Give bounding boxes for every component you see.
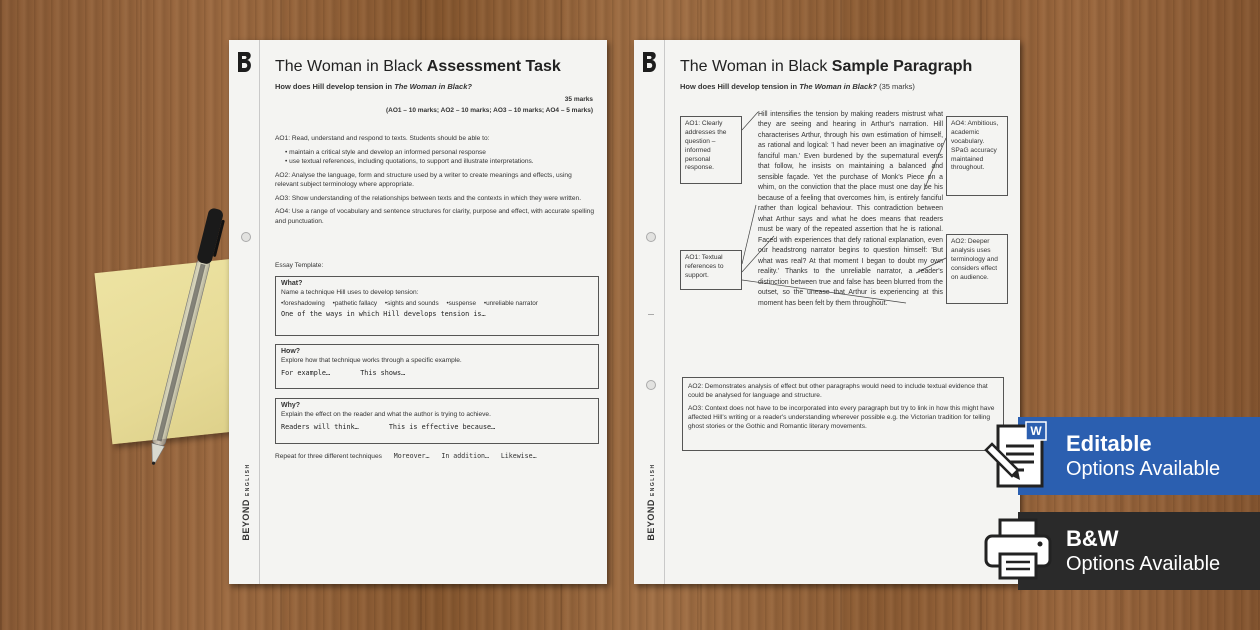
repeat-text: Repeat for three different techniques bbox=[275, 453, 382, 460]
repeat-hand: Likewise… bbox=[500, 452, 537, 460]
technique-item: •sights and sounds bbox=[384, 300, 439, 307]
ao1-bullet: • maintain a critical style and develop an informed personal response bbox=[285, 148, 597, 158]
how-heading: How? bbox=[281, 348, 301, 355]
essay-question: How does Hill develop tension in The Woman in Black? (35 marks) bbox=[680, 82, 915, 91]
repeat-instruction bbox=[275, 452, 537, 460]
annotation-ao4: AO4: Ambitious, academic vocabulary. SPaG accuracy maintained throughout. bbox=[946, 116, 1008, 196]
marks-total: 35 marks bbox=[564, 96, 593, 103]
brand-vertical: BEYONDENGLISH bbox=[646, 463, 656, 541]
bw-subtitle: Options Available bbox=[1066, 553, 1221, 575]
sample-paragraph-sheet bbox=[634, 40, 1020, 584]
how-hand-1: For example… bbox=[281, 369, 331, 377]
ao1-bullet: • use textual references, including quotations, to support and illustrate interpretations. bbox=[285, 157, 597, 167]
ao1-bullets bbox=[285, 148, 597, 167]
assessment-objectives bbox=[275, 134, 597, 230]
ao3-text: AO3: Show understanding of the relationships between texts and the contexts in which they were written. bbox=[275, 194, 582, 202]
fold-mark bbox=[648, 314, 654, 315]
what-handwritten: One of the ways in which Hill develops tension is… bbox=[281, 310, 486, 318]
essay-template-label: Essay Template: bbox=[275, 262, 324, 269]
why-box bbox=[275, 398, 599, 444]
how-box bbox=[275, 344, 599, 389]
svg-text:W: W bbox=[1030, 424, 1042, 438]
why-hand-1: Readers will think… bbox=[281, 423, 359, 431]
annotation-ao1-clearly: AO1: Clearly addresses the question – informed personal response. bbox=[680, 116, 742, 184]
page-title: The Woman in Black Sample Paragraph bbox=[680, 58, 973, 75]
repeat-hand: Moreover… bbox=[393, 452, 430, 460]
ao1-intro: AO1: Read, understand and respond to texts. Students should be able to: bbox=[275, 135, 490, 142]
assessment-task-sheet bbox=[229, 40, 607, 584]
beyond-logo-icon bbox=[235, 50, 255, 74]
feedback-ao2: AO2: Demonstrates analysis of effect but other paragraphs would need to include textual evidence that could be analysed for language and structure. bbox=[688, 383, 988, 400]
technique-item: •suspense bbox=[446, 300, 477, 307]
technique-item: •pathetic fallacy bbox=[332, 300, 378, 307]
page-title: The Woman in Black Assessment Task bbox=[275, 58, 561, 75]
why-heading: Why? bbox=[281, 402, 301, 409]
annotation-ao2-deeper: AO2: Deeper analysis uses terminology and considers effect on audience. bbox=[946, 234, 1008, 304]
technique-list bbox=[281, 300, 593, 307]
sample-paragraph: Hill intensifies the tension by making readers mistrust what they are seeing and hearing in Arthur's narration. Hill characterises Arthur, through his own estimation of himself, as rational and logical: 'I had never been an imaginative or fanciful man.' Even burdened by the supernatural events that follow, he insists on maintaining a balanced and sensible façade. Yet the purchase of Monk's Piece on a whim, on the conviction that the place must one day be his because of a feeling that overcomes him, is entirely fanciful rather than logical behaviour. This contradiction between what Arthur says and what he does means that readers must be wary of the repeated assertion that he is rational. Faced with experiences that defy rational explanation, even our headstrong narrator begins to question himself: 'But what was real? At that moment I began to doubt my own reality.' Thanks to the unreliable narrator, a reader's distinction between true and false has been blurred from the outset, so the unease that Arthur is experiencing at this moment has been felt by them throughout. bbox=[758, 111, 943, 307]
feedback-box bbox=[682, 377, 1004, 451]
ao2-text: AO2: Analyse the language, form and structure used by a writer to create meanings and effects, using relevant subject terminology where appropriate. bbox=[275, 171, 572, 189]
word-document-icon bbox=[984, 420, 1056, 492]
technique-item: •foreshadowing bbox=[281, 300, 325, 307]
binder-hole bbox=[646, 380, 656, 390]
binder-hole bbox=[646, 232, 656, 242]
technique-item: •unreliable narrator bbox=[483, 300, 538, 307]
why-hand-2: This is effective because… bbox=[388, 423, 496, 431]
ao4-text: AO4: Use a range of vocabulary and sentence structures for clarity, purpose and effect, with accurate spelling and punctuation. bbox=[275, 208, 594, 225]
feedback-ao3: AO3: Context does not have to be incorporated into every paragraph but try to link in how this might have affected Hill's writing or a reader's understanding wherever possible e.g. the Victorian tradition for telling ghost stories or the Gothic and Romantic literary movements. bbox=[688, 404, 995, 431]
binder-hole bbox=[241, 232, 251, 242]
annotation-ao1-textual: AO1: Textual references to support. bbox=[680, 250, 742, 290]
beyond-logo-icon bbox=[640, 50, 660, 74]
what-instruction: Name a technique Hill uses to develop tension: bbox=[281, 289, 419, 296]
what-box bbox=[275, 276, 599, 336]
editable-title: Editable bbox=[1066, 431, 1152, 456]
editable-subtitle: Options Available bbox=[1066, 458, 1221, 480]
marks-breakdown: (AO1 – 10 marks; AO2 – 10 marks; AO3 – 10 marks; AO4 – 5 marks) bbox=[385, 107, 593, 114]
how-instruction: Explore how that technique works through a specific example. bbox=[281, 357, 462, 364]
why-handwritten bbox=[281, 423, 593, 431]
repeat-hand: In addition… bbox=[441, 452, 489, 460]
essay-question: How does Hill develop tension in The Woman in Black? bbox=[275, 82, 472, 91]
why-instruction: Explain the effect on the reader and what the author is trying to achieve. bbox=[281, 411, 491, 418]
brand-vertical: BEYONDENGLISH bbox=[241, 463, 251, 541]
bw-title: B&W bbox=[1066, 526, 1119, 551]
how-handwritten bbox=[281, 369, 593, 377]
printer-icon bbox=[982, 516, 1056, 582]
how-hand-2: This shows… bbox=[360, 369, 406, 377]
what-heading: What? bbox=[281, 280, 303, 287]
